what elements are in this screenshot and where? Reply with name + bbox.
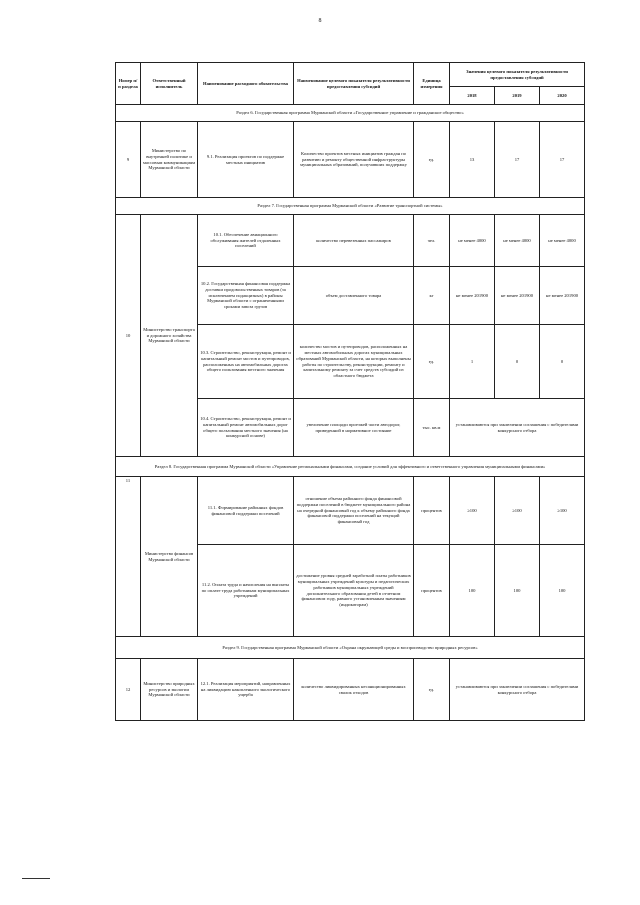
row-9-value-2018: 13: [450, 122, 495, 198]
row-10-4-expense: 10.4. Строительство, реконструкция, ремонт и капитальный ремонт автомобильных дорог общего пользования местного значения (на конкурсной основе): [198, 399, 294, 457]
row-10-3-value-2019: 0: [495, 325, 540, 399]
row-10-4-indicator: увеличение площади проезжей части автодорог, приведенной в нормативное состояние: [294, 399, 414, 457]
row-11-1-value-2020: ≥100: [540, 477, 585, 545]
section-9-title: Раздел 9. Государственная программа Мурманской области «Охрана окружающей среды и воспроизводство природных ресурсов»: [116, 637, 585, 659]
row-10-3-unit: ед.: [414, 325, 450, 399]
header-indicator: Наименование целевого показателя результативности предоставления субсидий: [294, 63, 414, 105]
row-12-num: 12: [116, 659, 141, 721]
section-8-title: Раздел 8. Государственная программа Мурманской области «Управление региональными финансами, создание условий для эффективного и ответственного управления муниципальными финансами»: [116, 457, 585, 477]
row-10-2-value-2019: не менее 201900: [495, 267, 540, 325]
row-10-1-unit: чел.: [414, 215, 450, 267]
row-11-2-value-2019: 100: [495, 545, 540, 637]
row-11-1-indicator: отношение объема районного фонда финансовой поддержки поселений в бюджете муниципального района на очередной финансовый год к объему районного фонда финансовой поддержки поселений на текущий финансовый год: [294, 477, 414, 545]
row-11-2-value-2020: 100: [540, 545, 585, 637]
row-11-1-value-2018: ≥100: [450, 477, 495, 545]
row-10-4-unit: тыс. кв.м: [414, 399, 450, 457]
row-10-1-value-2019: не менее 4000: [495, 215, 540, 267]
row-9-value-2020: 17: [540, 122, 585, 198]
row-11-1-expense: 11.1. Формирование районных фондов финансовой поддержки поселений: [198, 477, 294, 545]
row-11-2-expense: 11.2. Оплата труда и начисления на выплаты по оплате труда работникам муниципальных учреждений: [198, 545, 294, 637]
row-11-2-value-2018: 100: [450, 545, 495, 637]
row-10-3-value-2018: 1: [450, 325, 495, 399]
section-7-title: Раздел 7. Государственная программа Мурманской области «Развитие транспортной системы»: [116, 198, 585, 215]
header-year-2020: 2020: [540, 87, 585, 105]
row-10-3-indicator: количество мостов и путепроводов, расположенных на местных автомобильных дорогах муниципальных образований Мурманской области, на которых выполнены работы по строительству, реконструкции, ремонту и капитальному ремонту за счет средств субсидий из областного бюджета: [294, 325, 414, 399]
row-10-1-expense: 10.1. Обеспечение авиационного обслуживания жителей отдаленных поселений: [198, 215, 294, 267]
header-expense: Наименование расходного обязательства: [198, 63, 294, 105]
row-10-2-expense: 10.2. Государственная финансовая поддержка доставки продовольственных товаров (за исключением подакцизных) в районы Мурманской области с ограниченными сроками завоза грузов: [198, 267, 294, 325]
row-12-expense: 12.1. Реализация мероприятий, направленных на ликвидацию накопленного экологического ущерба: [198, 659, 294, 721]
row-9-indicator: Количество проектов местных инициатив граждан по развитию и ремонту общественной инфраструктуры муниципальных образований, получивших поддержку: [294, 122, 414, 198]
row-10-3-expense: 10.3. Строительство, реконструкция, ремонт и капитальный ремонт мостов и путепроводов, расположенных на автомобильных дорогах общего пользования местного значения: [198, 325, 294, 399]
row-9-value-2019: 17: [495, 122, 540, 198]
header-unit: Единица измерения: [414, 63, 450, 105]
row-11-2-indicator: достижение уровня средней заработной платы работников муниципальных учреждений культуры и педагогических работников муниципальных учреждений дополнительного образования детей в отчетном финансовом году, равного установленным значениям (индикаторам): [294, 545, 414, 637]
row-10-1-value-2018: не менее 4000: [450, 215, 495, 267]
row-11-2-unit: процентов: [414, 545, 450, 637]
row-9-unit: ед.: [414, 122, 450, 198]
subsidy-indicators-table: [115, 62, 585, 721]
row-10-responsible: Министерство транспорта и дорожного хозяйства Мурманской области: [141, 215, 198, 457]
section-6-title: Раздел 6. Государственная программа Мурманской области «Государственное управление и гражданское общество»: [116, 105, 585, 122]
row-10-2-value-2018: не менее 201900: [450, 267, 495, 325]
row-9-responsible: Министерство по внутренней политике и массовым коммуникациям Мурманской области: [141, 122, 198, 198]
row-10-3-value-2020: 0: [540, 325, 585, 399]
row-12-responsible: Министерство природных ресурсов и экологии Мурманской области: [141, 659, 198, 721]
row-9-expense: 9.1. Реализация проектов по поддержке местных инициатив: [198, 122, 294, 198]
row-11-num: 11: [116, 477, 141, 637]
header-year-2019: 2019: [495, 87, 540, 105]
row-10-1-value-2020: не менее 4000: [540, 215, 585, 267]
row-10-num: 10: [116, 215, 141, 457]
row-11-responsible: Министерство финансов Мурманской области: [141, 477, 198, 637]
row-12-values-merged: устанавливаются при заключении соглашения с победителями конкурсного отбора: [450, 659, 585, 721]
row-11-1-value-2019: ≥100: [495, 477, 540, 545]
row-9-num: 9: [116, 122, 141, 198]
header-responsible: Ответственный исполнитель: [141, 63, 198, 105]
row-10-2-unit: кг: [414, 267, 450, 325]
row-10-4-values-merged: устанавливаются при заключении соглашения с победителями конкурсного отбора: [450, 399, 585, 457]
row-10-2-value-2020: не менее 201900: [540, 267, 585, 325]
header-num: Номер п/п раздела: [116, 63, 141, 105]
header-year-2018: 2018: [450, 87, 495, 105]
row-10-2-indicator: объем доставленного товара: [294, 267, 414, 325]
header-values-group: Значения целевого показателя результативности предоставления субсидий: [450, 63, 585, 87]
page-number: 8: [318, 18, 322, 24]
footer-rule: [22, 878, 50, 879]
row-10-1-indicator: количество перевезенных пассажиров: [294, 215, 414, 267]
row-12-unit: ед.: [414, 659, 450, 721]
row-12-indicator: количество ликвидированных несанкционированных свалок отходов: [294, 659, 414, 721]
row-11-1-unit: процентов: [414, 477, 450, 545]
